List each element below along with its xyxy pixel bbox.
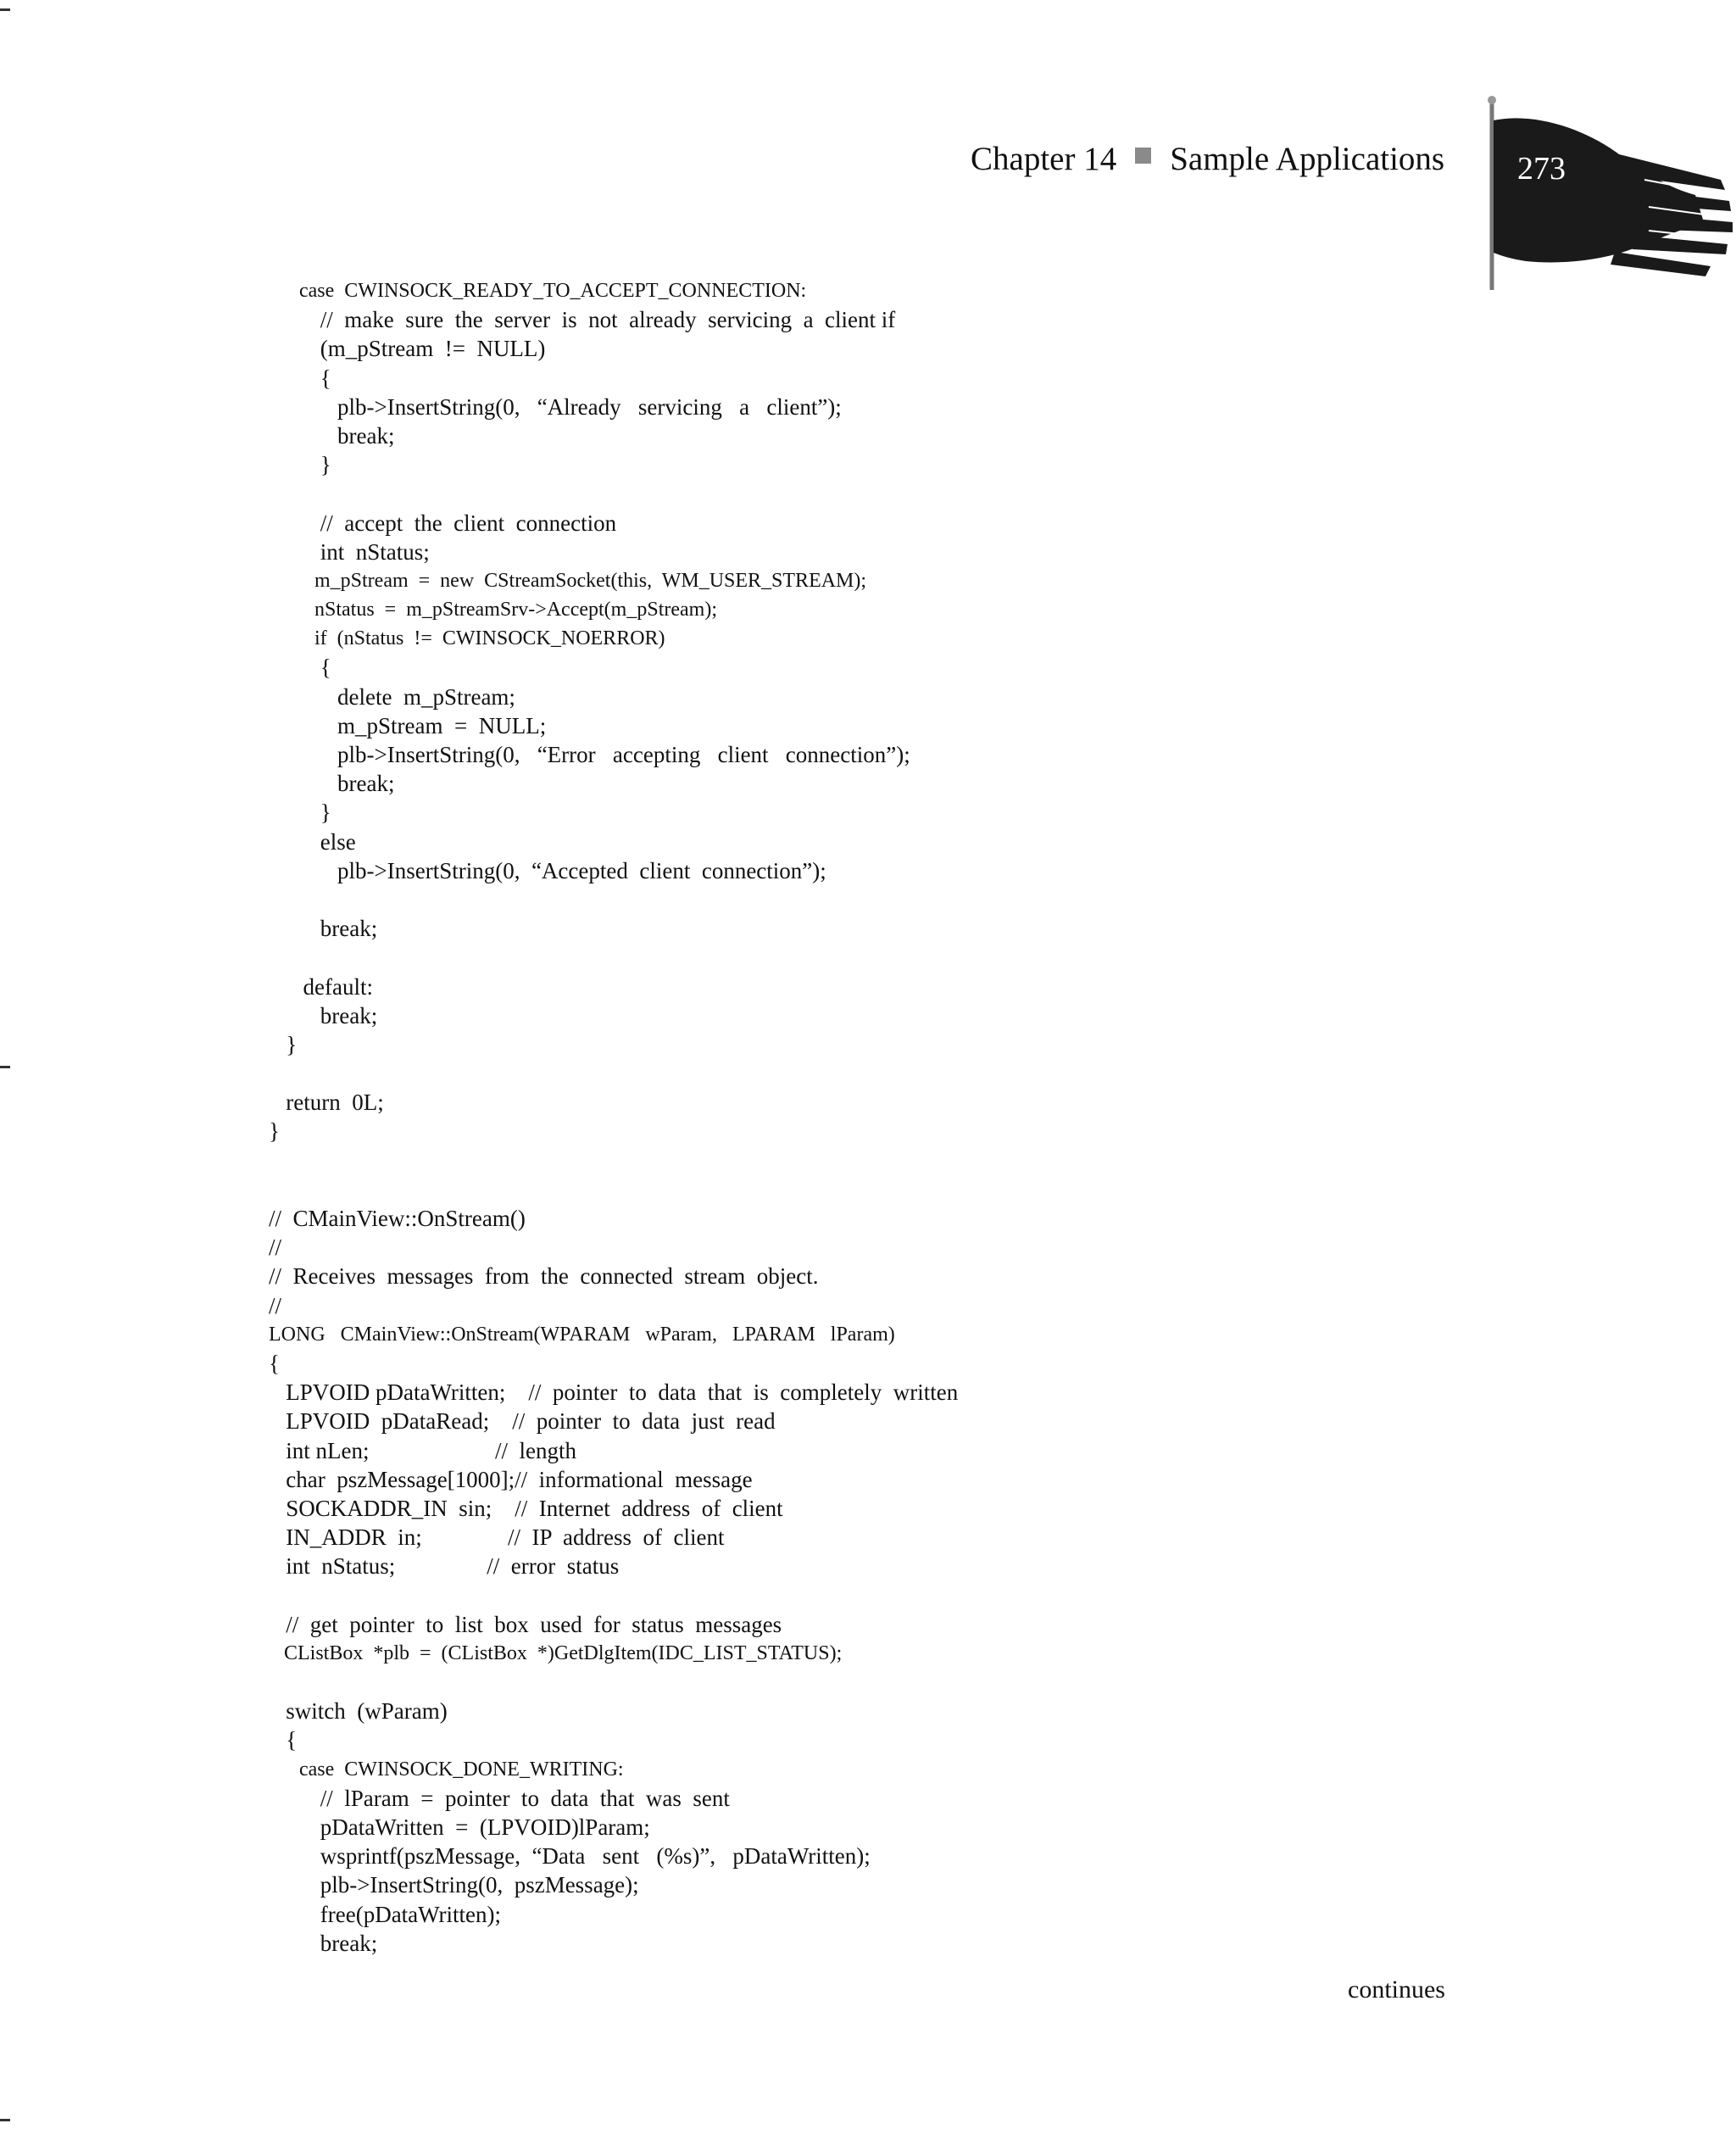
square-bullet-icon [1135, 148, 1151, 164]
code-listing [269, 276, 958, 1958]
code-line: // [269, 1234, 282, 1261]
code-line: CListBox *plb = (CListBox *)GetDlgItem(IDC_LIST_STATUS); [269, 1641, 843, 1664]
code-line: plb->InsertString(0, pszMessage); [269, 1872, 639, 1898]
code-line: int nLen; // length [269, 1437, 576, 1463]
code-line: plb->InsertString(0, “Error accepting client connection”); [269, 742, 910, 767]
scan-edge-mark-middle [0, 1066, 10, 1068]
code-line: m_pStream = NULL; [269, 712, 547, 738]
page-number: 273 [1517, 151, 1566, 187]
code-line: } [269, 800, 331, 826]
code-line: break; [269, 1930, 378, 1956]
code-line [269, 1146, 958, 1175]
code-line: LPVOID pDataRead; // pointer to data just read [269, 1408, 776, 1435]
code-line: // Receives messages from the connected stream object. [269, 1263, 819, 1290]
code-line: LONG CMainView::OnStream(WPARAM wParam, LPARAM lParam) [269, 1323, 895, 1346]
code-line: break; [269, 1002, 378, 1028]
code-line [269, 1580, 958, 1609]
code-line: case CWINSOCK_READY_TO_ACCEPT_CONNECTION: [269, 280, 807, 302]
code-line: // CMainView::OnStream() [269, 1206, 526, 1231]
code-line: // make sure the server is not already servicing a client if [269, 307, 896, 333]
scan-edge-mark-bottom [0, 2119, 10, 2121]
code-line: int nStatus; // error status [269, 1553, 620, 1580]
code-line: } [269, 1031, 298, 1057]
chapter-label: Chapter 14 [971, 141, 1117, 177]
code-line [269, 943, 958, 972]
code-line: return 0L; [269, 1090, 384, 1116]
code-line: SOCKADDR_IN sin; // Internet address of client [269, 1495, 783, 1521]
code-line: IN_ADDR in; // IP address of client [269, 1524, 725, 1551]
running-header [971, 142, 1444, 176]
code-line: { [269, 655, 331, 681]
code-line: else [269, 828, 356, 855]
code-line: default: [269, 973, 373, 1000]
scan-edge-mark-top [0, 8, 10, 11]
flag-icon [1441, 95, 1736, 295]
code-line: free(pDataWritten); [269, 1901, 502, 1927]
code-line: wsprintf(pszMessage, “Data sent (%s)”, pDataWritten); [269, 1843, 871, 1870]
code-line: (m_pStream != NULL) [269, 336, 546, 362]
code-line: delete m_pStream; [269, 683, 515, 710]
code-line [269, 1668, 958, 1697]
code-line: break; [269, 771, 395, 797]
code-line: plb->InsertString(0, “Accepted client connection”); [269, 857, 826, 883]
code-line: int nStatus; [269, 538, 430, 565]
code-line [269, 1059, 958, 1088]
code-line: // accept the client connection [269, 510, 617, 536]
continues-label: continues [1348, 1976, 1445, 2004]
code-line: { [269, 365, 331, 391]
code-line: // [269, 1292, 282, 1318]
code-line: } [269, 1118, 280, 1145]
code-line: // get pointer to list box used for status messages [269, 1611, 782, 1637]
code-line: } [269, 452, 331, 478]
code-line: // lParam = pointer to data that was sent [269, 1785, 730, 1811]
code-line: { [269, 1727, 298, 1753]
code-line: nStatus = m_pStreamSrv->Accept(m_pStream); [269, 599, 717, 621]
code-line: char pszMessage[1000];// informational message [269, 1466, 753, 1492]
code-line: plb->InsertString(0, “Already servicing a client”); [269, 393, 842, 420]
code-line [269, 885, 958, 914]
code-line: break; [269, 916, 378, 942]
code-line: m_pStream = new CStreamSocket(this, WM_USER_STREAM); [269, 569, 867, 592]
chapter-title: Sample Applications [1170, 141, 1445, 177]
code-line: case CWINSOCK_DONE_WRITING: [269, 1758, 624, 1781]
code-line [269, 1175, 958, 1204]
code-line: pDataWritten = (LPVOID)lParam; [269, 1814, 650, 1840]
code-line: { [269, 1350, 280, 1376]
code-line: switch (wParam) [269, 1698, 448, 1725]
code-line [269, 479, 958, 508]
code-line: LPVOID pDataWritten; // pointer to data that is completely written [269, 1379, 959, 1406]
code-line: break; [269, 422, 395, 449]
code-line: if (nStatus != CWINSOCK_NOERROR) [269, 627, 665, 650]
